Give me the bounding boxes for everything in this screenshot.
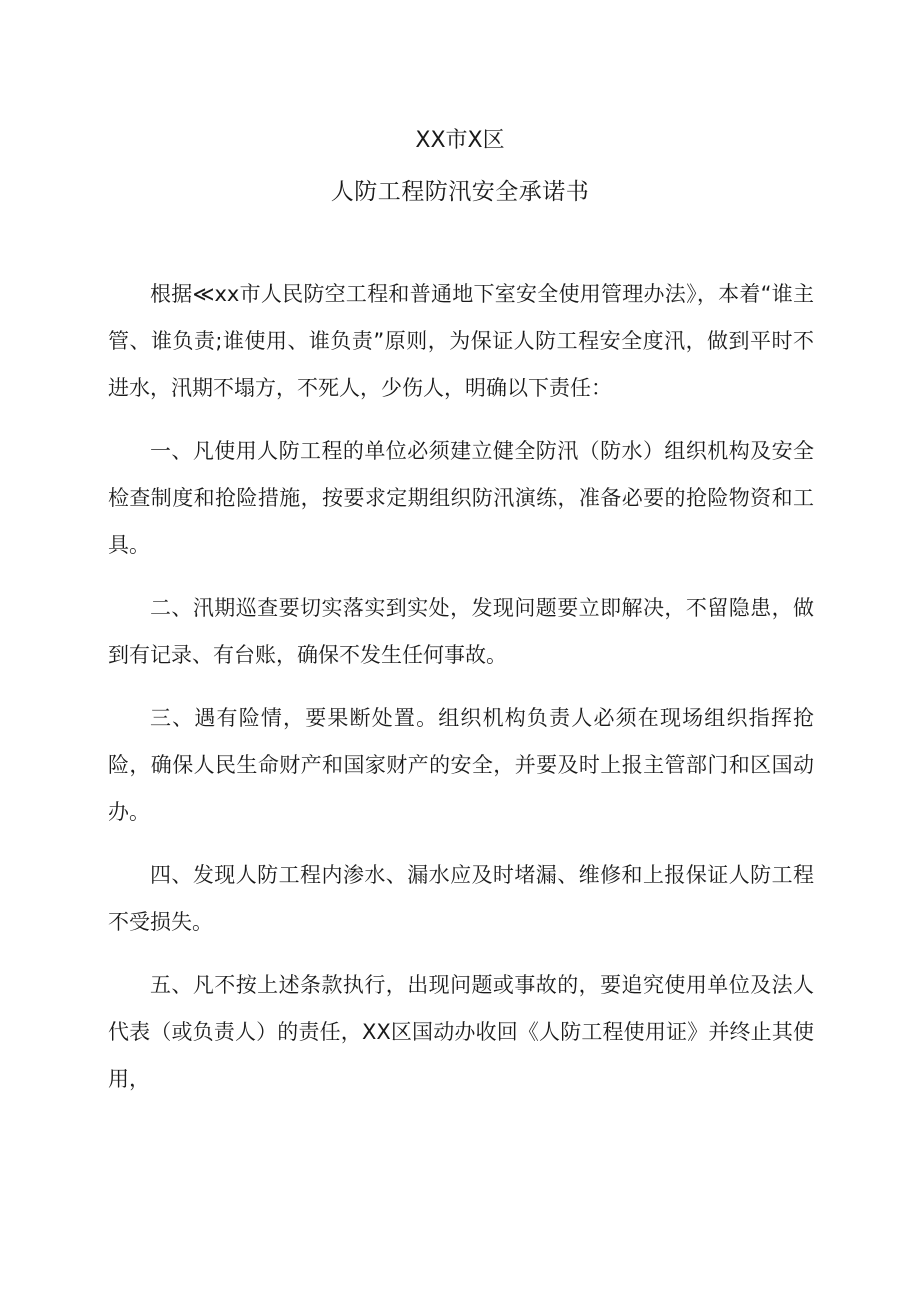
paragraph-clause-4: 四、发现人防工程内渗水、漏水应及时堵漏、维修和上报保证人防工程不受损失。 xyxy=(108,863,814,934)
paragraph-clause-5: 五、凡不按上述条款执行，出现问题或事故的，要追究使用单位及法人代表（或负责人）的责任，XX区国动办收回《人防工程使用证》并终止其使用， xyxy=(108,973,814,1091)
paragraph-clause-3: 三、遇有险情，要果断处置。组织机构负责人必须在现场组织指挥抢险，确保人民生命财产和国家财产的安全，并要及时上报主管部门和区国动办。 xyxy=(108,706,814,824)
document-title-district: XX市X区 xyxy=(415,128,505,153)
paragraph-clause-2: 二、汛期巡查要切实落实到实处，发现问题要立即解决，不留隐患，做到有记录、有台账，确保不发生任何事故。 xyxy=(108,596,814,667)
document-title: 人防工程防汛安全承诺书 xyxy=(330,179,590,205)
document-body xyxy=(108,271,814,1103)
paragraph-clause-1: 一、凡使用人防工程的单位必须建立健全防汛（防水）组织机构及安全检查制度和抢险措施，按要求定期组织防汛演练，准备必要的抢险物资和工具。 xyxy=(108,439,814,557)
paragraph-intro: 根据≪xx市人民防空工程和普通地下室安全使用管理办法》，本着“谁主管、谁负责;谁使用、谁负责”原则，为保证人防工程安全度汛，做到平时不进水，汛期不塌方，不死人，少伤人，明确以下责任： xyxy=(108,282,814,400)
